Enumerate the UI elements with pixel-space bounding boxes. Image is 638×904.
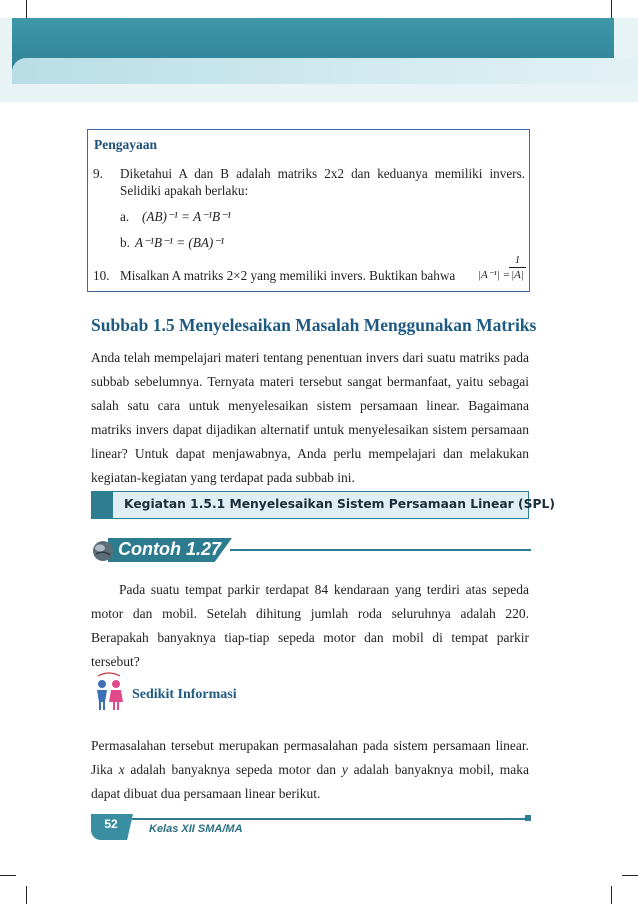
item-9a-label: a.	[120, 209, 130, 224]
item-10-text: Misalkan A matriks 2×2 yang memiliki invers. Buktikan bahwa	[120, 268, 456, 283]
crop-mark	[611, 886, 612, 904]
item-10-fraction	[509, 253, 526, 282]
fraction-numerator: 1	[514, 254, 521, 266]
var-y: y	[341, 762, 348, 777]
info-title: Sedikit Informasi	[132, 687, 237, 702]
enrichment-title: Pengayaan	[94, 137, 158, 152]
info-text-1: Permasalahan tersebut merupakan permasalahan pada sistem persamaan linear. Jika	[91, 738, 529, 777]
subbab-title: Subbab 1.5 Menyelesaikan Masalah Menggunakan Matriks	[91, 315, 537, 335]
info-paragraph	[91, 734, 529, 806]
crop-mark	[611, 0, 612, 18]
item-10-number: 10.	[93, 268, 110, 283]
crop-mark	[26, 886, 27, 904]
item-9-number: 9.	[93, 166, 103, 181]
footer-rule	[132, 818, 528, 820]
item-9-line1: Diketahui A dan B adalah matriks 2x2 dan keduanya memiliki invers.	[120, 166, 525, 181]
crop-mark	[26, 0, 27, 18]
contoh-paragraph: Pada suatu tempat parkir terdapat 84 kendaraan yang terdiri atas sepeda motor dan mobil. Setelah dihitung jumlah roda seluruhnya adalah 220. Berapakah banyaknya tiap-tiap sepeda motor dan mobil di tempat parkir tersebut?	[91, 582, 529, 669]
kegiatan-title: Kegiatan 1.5.1 Menyelesaikan Sistem Persamaan Linear (SPL)	[124, 497, 555, 511]
item-9-line2: Selidiki apakah berlaku:	[120, 183, 249, 198]
page-number: 52	[104, 817, 118, 831]
book-label: Kelas XII SMA/MA	[149, 823, 243, 835]
info-text-2: adalah banyaknya sepeda motor dan	[124, 762, 342, 777]
item-9b-label: b.	[120, 235, 130, 250]
item-9b-formula: A⁻¹B⁻¹ = (BA)⁻¹	[135, 235, 225, 250]
crop-mark	[0, 875, 16, 876]
page-header-light-stripe	[12, 58, 638, 84]
fraction-denominator: |A|	[511, 269, 524, 281]
globe-icon	[92, 540, 114, 562]
kegiatan-accent	[91, 491, 113, 519]
item-10-formula-left: |A⁻¹| =	[478, 269, 511, 281]
contoh-rule	[230, 549, 531, 551]
item-9a-formula: (AB)⁻¹ = A⁻¹B⁻¹	[142, 209, 232, 224]
contoh-label: Contoh 1.27	[118, 539, 222, 559]
subbab-paragraph: Anda telah mempelajari materi tentang penentuan invers dari suatu matriks pada subbab sebelumnya. Ternyata materi tersebut sangat bermanfaat, yaitu sebagai salah satu cara untuk menyelesaikan sistem persamaan linear. Bagaimana matriks invers dapat dijadikan alternatif untuk menyelesaikan sistem persamaan linear? Untuk dapat menjawabnya, Anda perlu mempelajari dan melakukan kegiatan-kegiatan yang terdapat pada subbab ini.	[91, 350, 529, 485]
people-icon	[92, 672, 126, 712]
footer-square	[525, 815, 531, 821]
crop-mark	[622, 875, 638, 876]
info-text-3: adalah banyaknya mobil, maka dapat dibuat dua persamaan linear berikut.	[91, 762, 529, 801]
var-x: x	[118, 762, 125, 777]
